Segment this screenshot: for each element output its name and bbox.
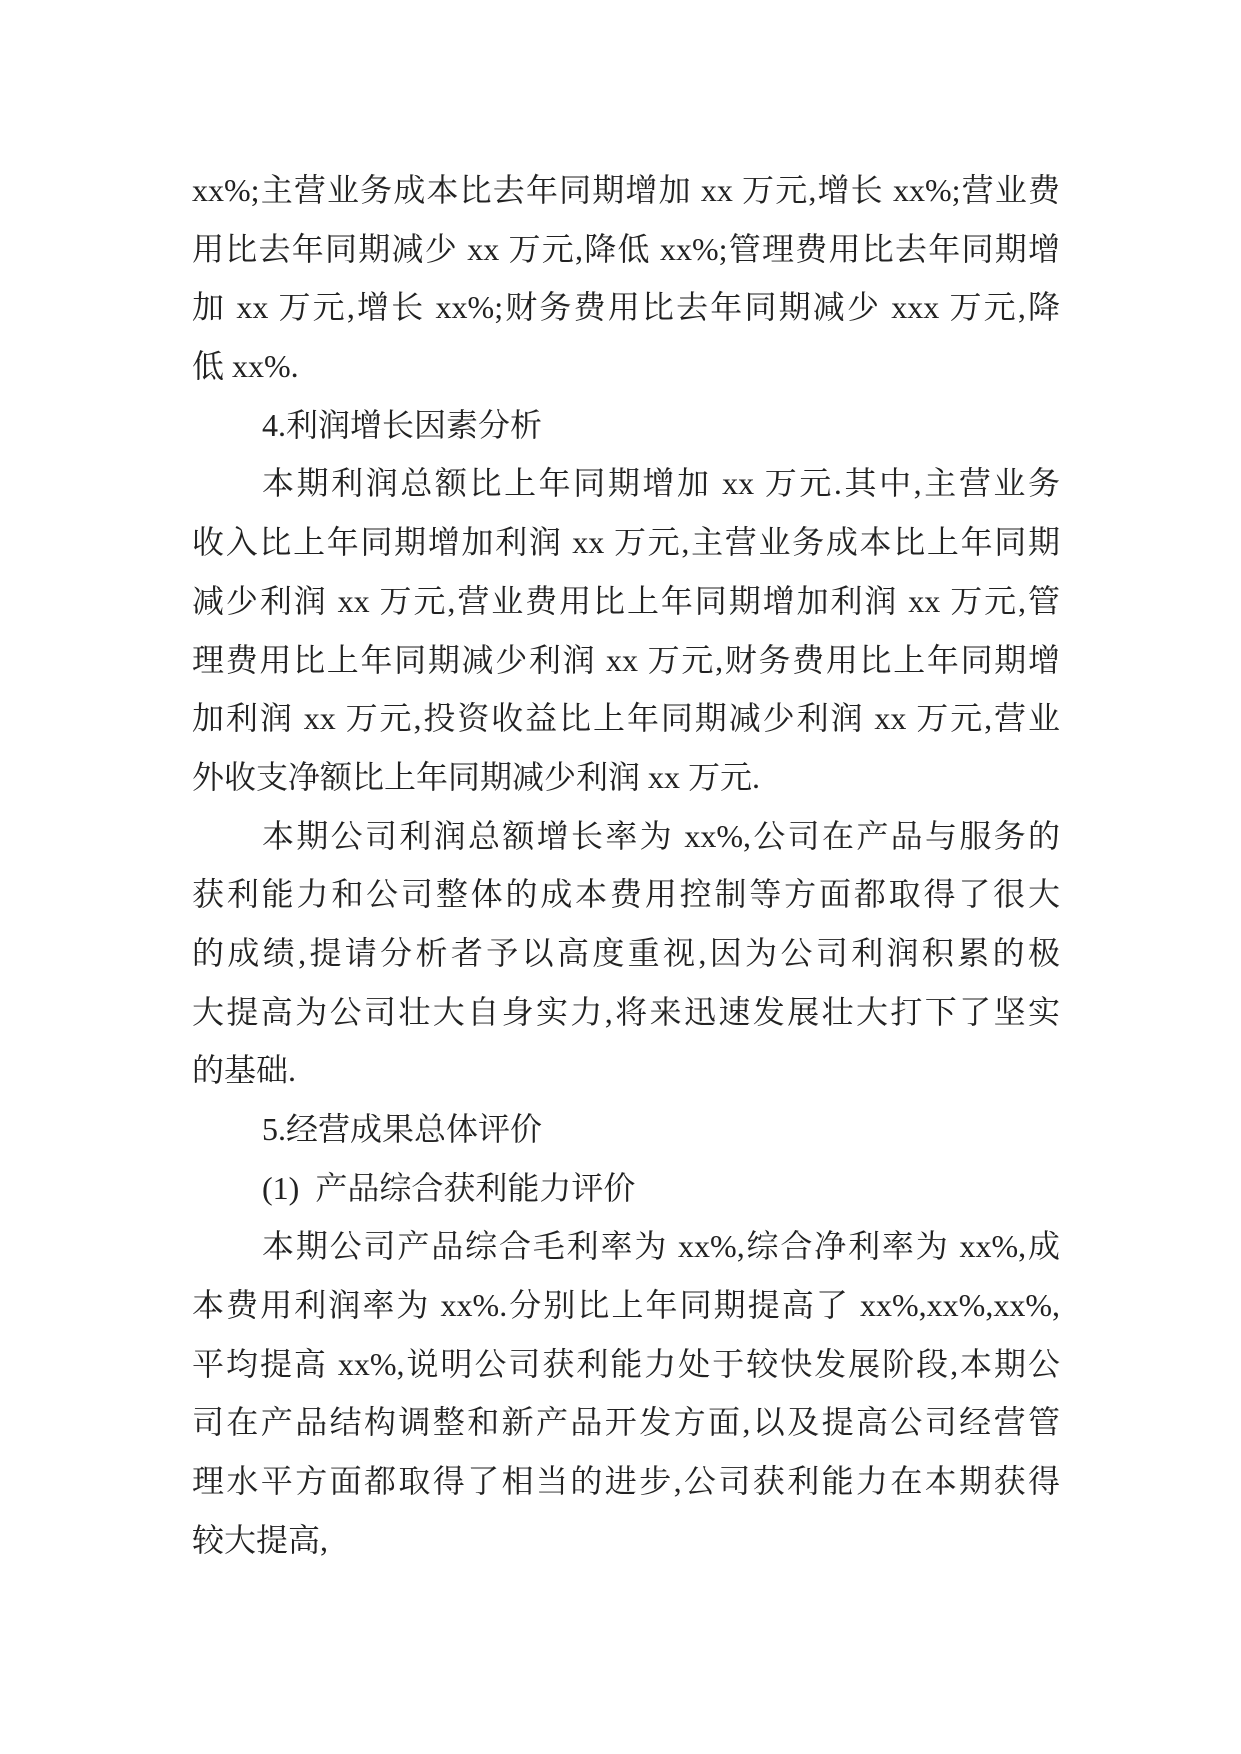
text-line: 收入比上年同期增加利润 xx 万元,主营业务成本比上年同期 — [192, 524, 1060, 561]
text-line: 较大提高, — [192, 1521, 329, 1558]
text-line: xx%;主营业务成本比去年同期增加 xx 万元,增长 xx%;营业费 — [192, 172, 1060, 208]
text-line: 的基础. — [192, 1052, 297, 1089]
text-line: 用比去年同期减少 xx 万元,降低 xx%;管理费用比去年同期增 — [192, 230, 1060, 267]
text-line: 减少利润 xx 万元,营业费用比上年同期增加利润 xx 万元,管 — [192, 582, 1060, 619]
text-line: 加 xx 万元,增长 xx%;财务费用比去年同期减少 xxx 万元,降 — [192, 289, 1060, 326]
text-line: 的成绩,提请分析者予以高度重视,因为公司利润积累的极 — [192, 934, 1060, 971]
paragraph-profit-growth — [192, 454, 1060, 806]
text-line: 加利润 xx 万元,投资收益比上年同期减少利润 xx 万元,营业 — [192, 700, 1060, 737]
subsection-heading-1 — [192, 1159, 1060, 1218]
heading-text: 5.经营成果总体评价 — [262, 1111, 543, 1147]
text-line: 平均提高 xx%,说明公司获利能力处于较快发展阶段,本期公 — [192, 1345, 1060, 1382]
paragraph-expense-changes — [192, 161, 1060, 396]
heading-text: (1) 产品综合获利能力评价 — [262, 1169, 636, 1206]
text-line: 理水平方面都取得了相当的进步,公司获利能力在本期获得 — [192, 1463, 1060, 1500]
paragraph-profit-rate — [192, 807, 1060, 1100]
text-line: 本期利润总额比上年同期增加 xx 万元.其中,主营业务 — [262, 465, 1060, 502]
paragraph-profitability — [192, 1217, 1060, 1569]
text-line: 司在产品结构调整和新产品开发方面,以及提高公司经营管 — [192, 1404, 1060, 1441]
text-line: 获利能力和公司整体的成本费用控制等方面都取得了很大 — [192, 876, 1060, 913]
text-line: 低 xx%. — [192, 348, 299, 385]
text-line: 本费用利润率为 xx%.分别比上年同期提高了 xx%,xx%,xx%, — [192, 1287, 1060, 1324]
document-page — [192, 161, 1060, 1570]
section-heading-5 — [192, 1100, 1060, 1159]
text-line: 本期公司产品综合毛利率为 xx%,综合净利率为 xx%,成 — [262, 1228, 1060, 1265]
text-line: 理费用比上年同期减少利润 xx 万元,财务费用比上年同期增 — [192, 641, 1060, 678]
section-heading-4 — [192, 396, 1060, 455]
text-line: 本期公司利润总额增长率为 xx%,公司在产品与服务的 — [262, 817, 1060, 854]
heading-text: 4.利润增长因素分析 — [262, 406, 543, 443]
text-line: 大提高为公司壮大自身实力,将来迅速发展壮大打下了坚实 — [192, 993, 1060, 1030]
text-line: 外收支净额比上年同期减少利润 xx 万元. — [192, 758, 761, 795]
